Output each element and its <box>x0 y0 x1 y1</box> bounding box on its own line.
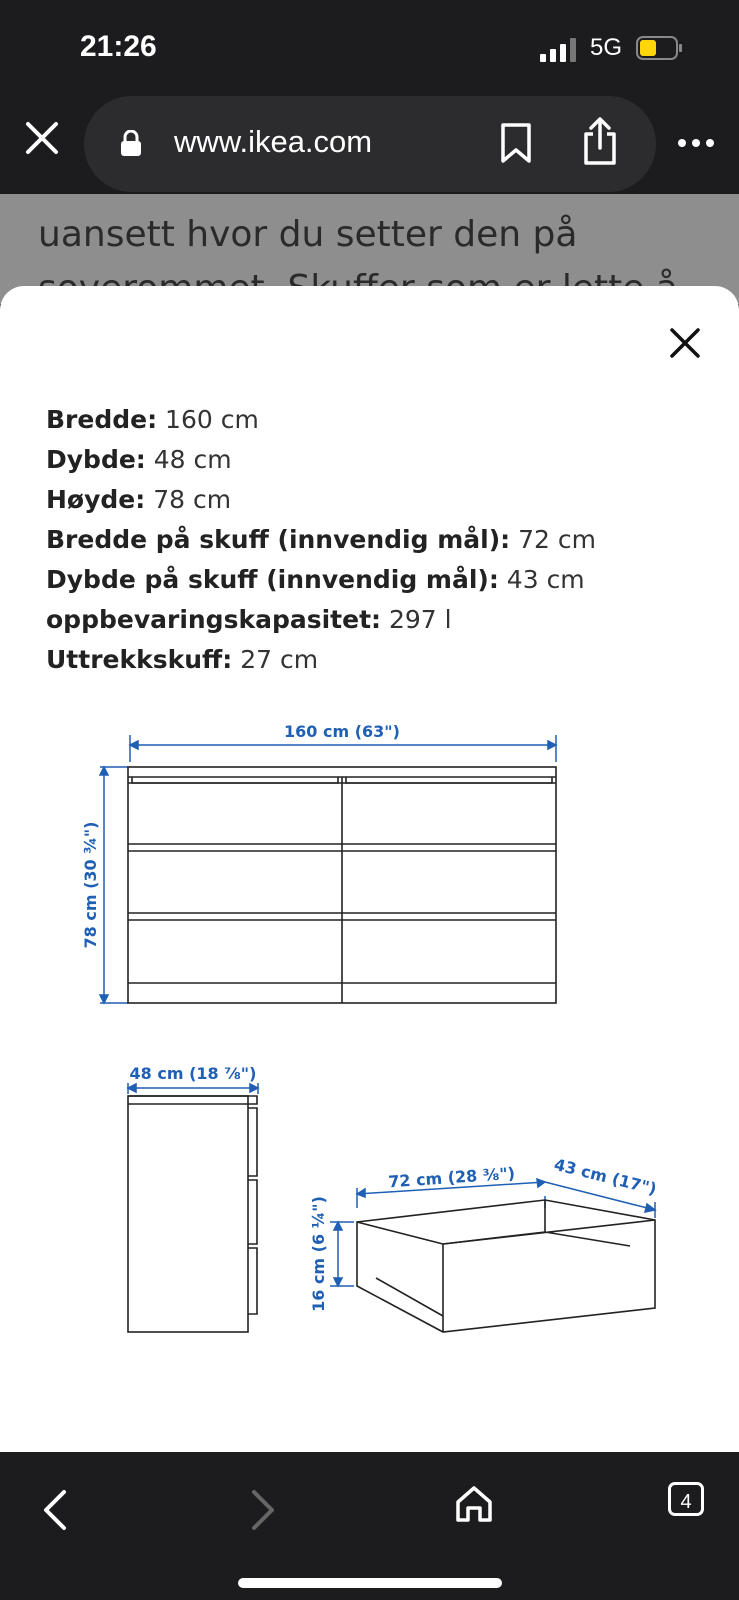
home-indicator <box>238 1578 502 1588</box>
dresser-front-view <box>128 767 556 1003</box>
spec-label: oppbevaringskapasitet: <box>46 605 382 634</box>
height-dimension-label: 78 cm (30 ¾") <box>81 821 100 949</box>
spec-label: Dybde: <box>46 445 146 474</box>
spec-value: 48 cm <box>145 445 232 474</box>
browser-toolbar <box>0 96 739 194</box>
spec-value: 43 cm <box>498 565 585 594</box>
status-time: 21:26 <box>80 30 157 63</box>
lock-icon <box>120 130 142 156</box>
network-type: 5G <box>590 34 623 61</box>
bookmark-icon[interactable] <box>499 122 533 164</box>
battery-icon <box>636 36 682 60</box>
spec-value: 78 cm <box>145 485 232 514</box>
spec-label: Uttrekkskuff: <box>46 645 233 674</box>
depth-dimension-label: 48 cm (18 ⅞") <box>129 1064 257 1083</box>
spec-value: 160 cm <box>157 405 259 434</box>
signal-icon <box>540 38 580 62</box>
dimensions-sheet <box>0 286 739 1452</box>
spec-label: Bredde: <box>46 405 158 434</box>
close-icon[interactable] <box>22 118 62 158</box>
status-bar <box>0 0 739 96</box>
spec-value: 27 cm <box>232 645 319 674</box>
more-icon[interactable] <box>676 136 716 150</box>
tabs-icon[interactable]: 4 <box>668 1482 704 1516</box>
home-icon[interactable] <box>454 1484 494 1524</box>
drawer-height-dimension-label: 16 cm (6 ¼") <box>309 1196 328 1312</box>
address-bar[interactable] <box>84 96 656 192</box>
width-dimension-label: 160 cm (63") <box>284 722 400 741</box>
browser-bottom-bar <box>0 1452 739 1600</box>
spec-value: 72 cm <box>510 525 596 554</box>
spec-label: Bredde på skuff (innvendig mål): <box>46 525 511 554</box>
drawer-depth-dimension-label: 43 cm (17") <box>552 1154 659 1199</box>
background-text-line: uansett hvor du setter den på <box>38 214 578 255</box>
url-text[interactable]: www.ikea.com <box>174 124 373 159</box>
dimension-lines <box>100 735 655 1286</box>
drawer-view <box>357 1200 655 1332</box>
dresser-side-view <box>128 1096 257 1332</box>
back-icon[interactable] <box>40 1488 70 1532</box>
drawer-width-dimension-label: 72 cm (28 ⅜") <box>387 1163 516 1192</box>
spec-label: Dybde på skuff (innvendig mål): <box>46 565 499 594</box>
spec-value: 297 l <box>381 605 452 634</box>
forward-icon[interactable] <box>248 1488 278 1532</box>
spec-label: Høyde: <box>46 485 146 514</box>
dimension-diagram <box>0 286 739 1452</box>
share-icon[interactable] <box>580 116 620 166</box>
